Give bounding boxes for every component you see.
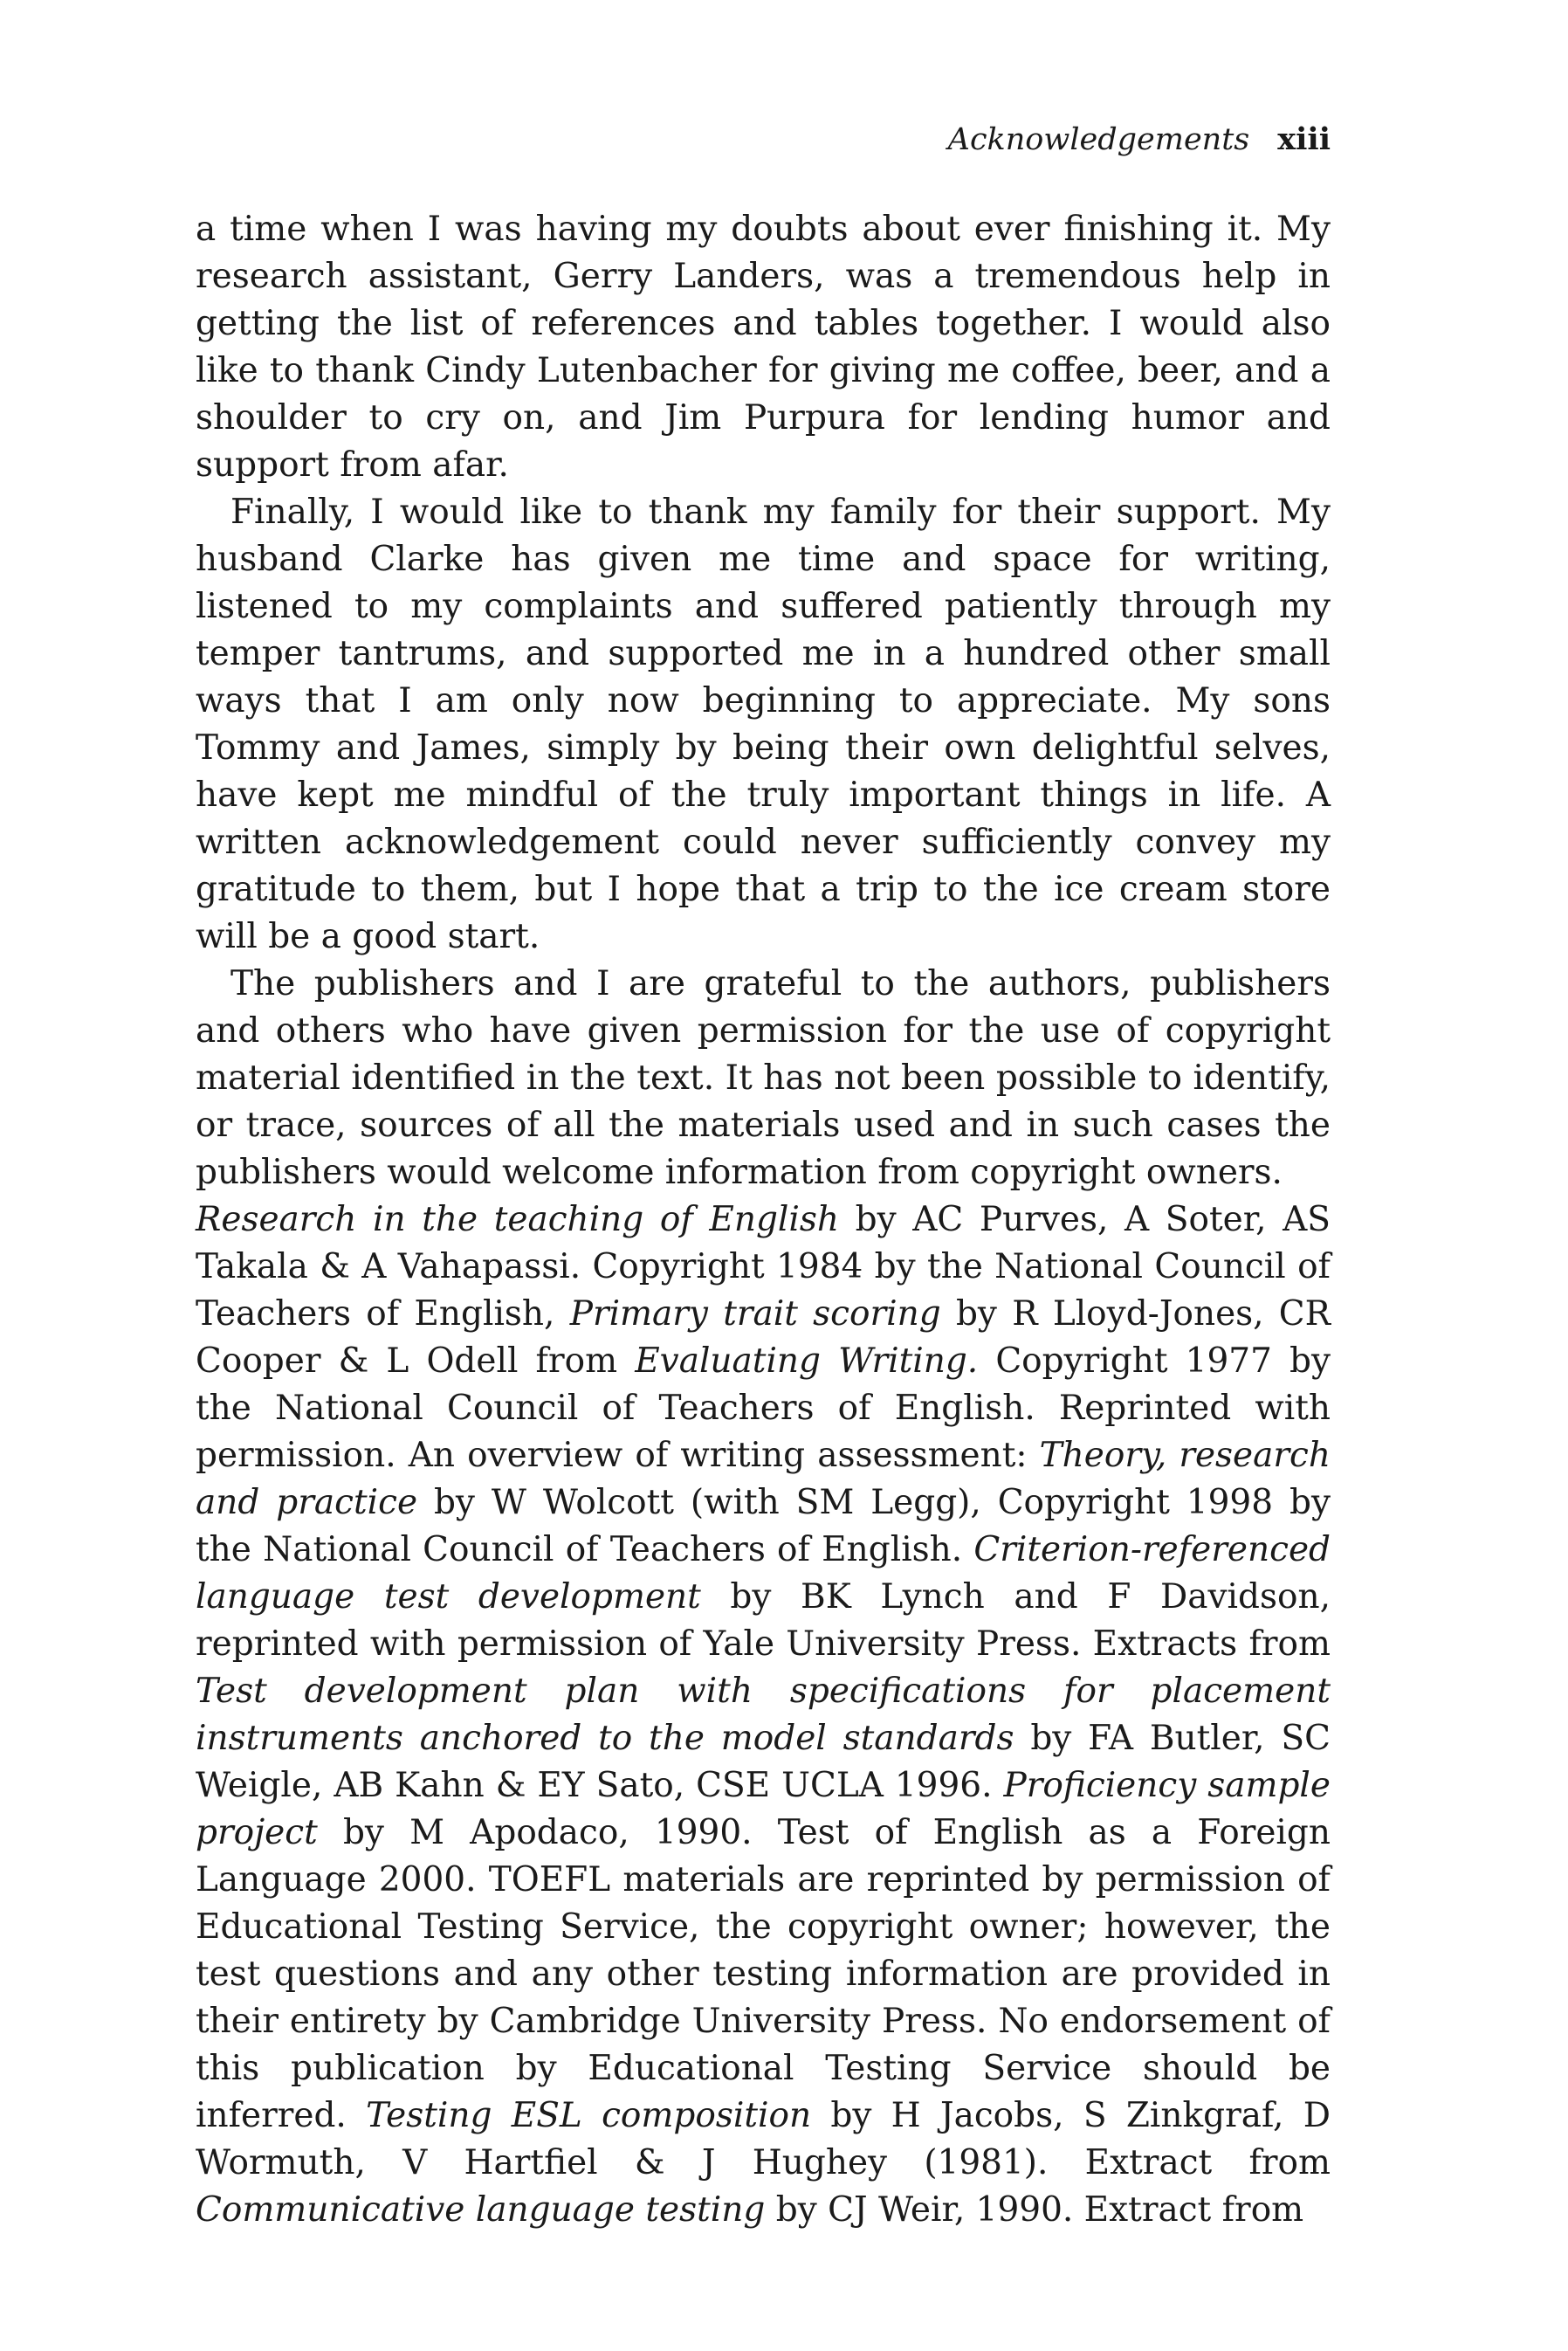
book-page xyxy=(196,122,1331,2234)
credit-title: Criterion-referenced language test development xyxy=(196,1530,1331,1617)
running-head-section-title: Acknowledgements xyxy=(947,122,1250,157)
paragraph-family-thanks: Finally, I would like to thank my family for their support. My husband Clarke has given me time and space for writing, listened to my complaints and suffered patiently through my temper tantrums, and supported me in a hundred other small ways that I am only now beginning to appreciate. My sons Tommy and James, simply by being their own delightful selves, have kept me mindful of the truly important things in life. A written acknowledgement could never sufficiently convey my gratitude to them, but I hope that a trip to the ice cream store will be a good start. xyxy=(196,493,1331,956)
credit-title: Evaluating Writing. xyxy=(635,1341,979,1381)
credit-title: Primary trait scoring xyxy=(569,1294,941,1334)
running-head xyxy=(196,122,1331,157)
credit-text: by H Jacobs, S Zinkgraf, D Wormuth, V Hartfiel & J Hughey (1981). Extract from xyxy=(196,2096,1331,2182)
credit-title: Testing ESL composition xyxy=(366,2096,812,2135)
credit-title: Proficiency sample project xyxy=(196,1766,1331,1852)
paragraph-continued: a time when I was having my doubts about ever finishing it. My research assistant, Gerry Landers, was a tremendous help in getting the list of references and tables together. I would also like to thank Cindy Lutenbacher for giving me coffee, beer, and a shoulder to cry on, and Jim Purpura for lending humor and support from afar. xyxy=(196,210,1331,485)
copyright-credits xyxy=(196,1196,1331,2234)
credit-text: by FA Butler, SC Weigle, AB Kahn & EY Sato, CSE UCLA 1996. xyxy=(196,1719,1331,1805)
credit-text: by R Lloyd-Jones, CR Cooper & L Odell from xyxy=(196,1294,1331,1381)
paragraph-publishers-note: The publishers and I are grateful to the authors, publishers and others who have given permission for the use of copyright material identified in the text. It has not been possible to identify, or trace, sources of all the materials used and in such cases the publishers would welcome information from copyright owners. xyxy=(196,964,1331,1192)
credit-text: by W Wolcott (with SM Legg), Copyright 1998 by the National Council of Teachers of English. xyxy=(196,1483,1331,1569)
credit-text: by CJ Weir, 1990. Extract from xyxy=(765,2190,1304,2230)
body-text xyxy=(196,206,1331,2234)
credit-title: Research in the teaching of English xyxy=(196,1200,840,1239)
credit-title: Theory, research and practice xyxy=(196,1436,1331,1522)
credit-title: Communicative language testing xyxy=(196,2190,766,2230)
credit-text: by AC Purves, A Soter, AS Takala & A Vahapassi. Copyright 1984 by the National Council of Teachers of English, xyxy=(196,1200,1331,1334)
credit-text: by BK Lynch and F Davidson, reprinted with permission of Yale University Press. Extracts from xyxy=(196,1577,1331,1664)
page-number: xiii xyxy=(1277,121,1331,157)
credit-text: by M Apodaco, 1990. Test of English as a Foreign Language 2000. TOEFL materials are reprinted by permission of Educational Testing Service, the copyright owner; however, the test questions and any other testing information are provided in their entirety by Cambridge University Press. No endorsement of this publication by Educational Testing Service should be inferred. xyxy=(196,1813,1331,2135)
credit-text: Copyright 1977 by the National Council of Teachers of English. Reprinted with permission. An overview of writing assessment: xyxy=(196,1341,1331,1475)
credit-title: Test development plan with specifications for placement instruments anchored to the model standards xyxy=(196,1672,1331,1758)
